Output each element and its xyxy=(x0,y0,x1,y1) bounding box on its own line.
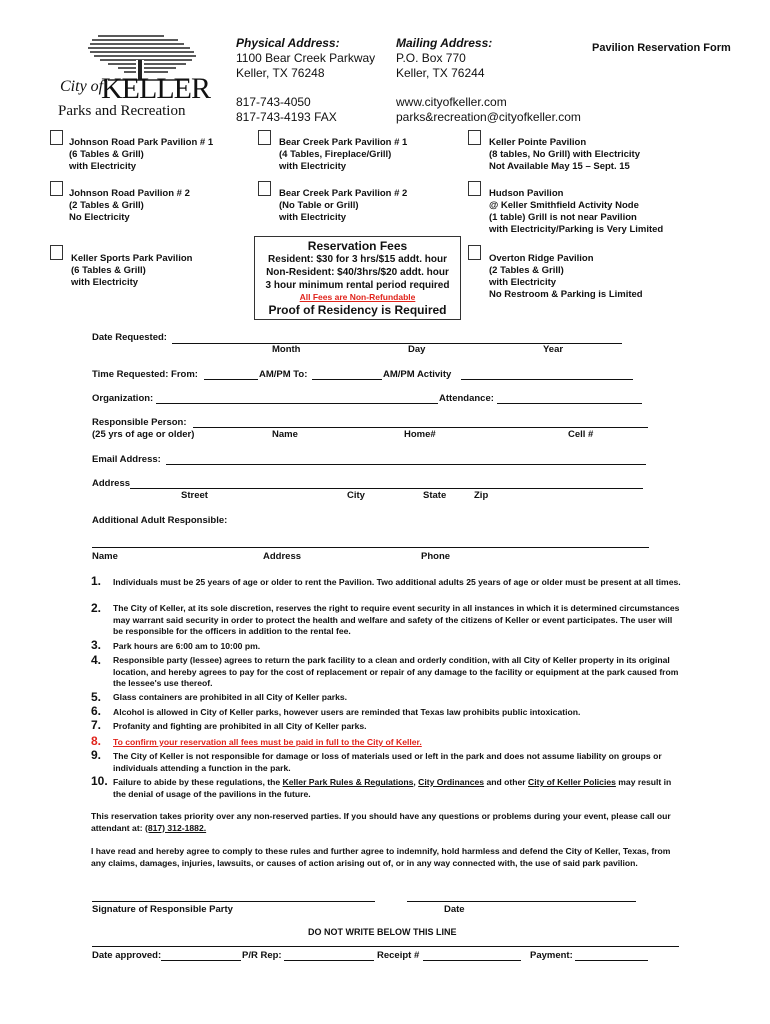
street-label: Street xyxy=(181,490,208,501)
fees-title: Reservation Fees xyxy=(307,239,408,253)
physical-fax: 817-743-4193 FAX xyxy=(236,110,337,124)
name2-label: Name xyxy=(92,551,118,562)
rule-number: 8. xyxy=(91,734,102,748)
signature-date-label: Date xyxy=(444,904,465,915)
link-city-ordinances[interactable]: City Ordinances xyxy=(418,777,485,787)
pr-rep-label: P/R Rep: xyxy=(242,950,282,961)
office-divider xyxy=(92,946,679,947)
pavilion-name: Hudson Pavilion xyxy=(489,188,564,199)
rule-number: 3. xyxy=(91,638,102,652)
pavilion-hudson xyxy=(489,188,663,236)
activity-field[interactable] xyxy=(461,379,633,380)
mailing-web[interactable]: www.cityofkeller.com xyxy=(396,95,507,109)
pavilion-name: Johnson Road Pavilion # 2 xyxy=(69,188,190,199)
rule-number: 4. xyxy=(91,653,102,667)
additional-adult-label: Additional Adult Responsible: xyxy=(92,515,228,526)
checkbox-overton-ridge[interactable] xyxy=(468,245,481,260)
time-from-field[interactable] xyxy=(204,379,258,380)
rule-number: 7. xyxy=(91,718,102,732)
year-label: Year xyxy=(543,344,564,355)
address-field[interactable] xyxy=(130,488,643,489)
rule-text: Park hours are 6:00 am to 10:00 pm. xyxy=(113,641,261,651)
time-to-field[interactable] xyxy=(312,379,382,380)
city-label: City xyxy=(347,490,365,501)
pavilion-detail: (6 Tables & Grill) xyxy=(71,265,146,276)
checkbox-johnson-road-2[interactable] xyxy=(50,181,63,196)
zip-label: Zip xyxy=(474,490,489,501)
pavilion-name: Bear Creek Park Pavilion # 1 xyxy=(279,137,408,148)
form-title: Pavilion Reservation Form xyxy=(592,42,731,54)
priority-text: This reservation takes priority over any non-reserved parties. If you should have any questions or problems during your event, please call our attendant at: xyxy=(91,811,671,833)
payment-label: Payment: xyxy=(530,950,573,961)
rule-number: 10. xyxy=(91,774,108,788)
rule-number: 6. xyxy=(91,704,102,718)
rule-text xyxy=(113,777,681,800)
do-not-write-notice: DO NOT WRITE BELOW THIS LINE xyxy=(308,927,457,937)
activity-label: AM/PM Activity xyxy=(383,369,452,380)
pr-rep-field[interactable] xyxy=(284,960,374,961)
logo-keller: KELLER xyxy=(101,72,210,105)
day-label: Day xyxy=(408,344,426,355)
additional-adult-field[interactable] xyxy=(92,547,649,548)
date-approved-field[interactable] xyxy=(161,960,241,961)
checkbox-bear-creek-2[interactable] xyxy=(258,181,271,196)
rule-number: 2. xyxy=(91,601,102,615)
pavilion-detail: with Electricity/Parking is Very Limited xyxy=(489,224,664,235)
fees-nonresident: Non-Resident: $40/3hrs/$20 addt. hour xyxy=(266,267,449,278)
pavilion-keller-pointe xyxy=(489,137,640,173)
pavilion-johnson-road-1 xyxy=(69,137,213,173)
rule-10-post: may result in the denial of usage of the pavilions in the future. xyxy=(113,777,672,799)
rule-number: 9. xyxy=(91,748,102,762)
pavilion-detail: (8 tables, No Grill) with Electricity xyxy=(489,149,640,160)
rule-text: Alcohol is allowed in City of Keller parks, however users are reminded that Texas law prohibits public intoxication. xyxy=(113,707,581,717)
rule-text: The City of Keller, at its sole discretion, reserves the right to require event security in all instances in which it is determined circumstances may warrant said security in order to protect the health and welfare and safety of the citizens of Keller or event participates. The user will be responsible for the officers in addition to the rental fee. xyxy=(113,603,680,636)
signature-field[interactable] xyxy=(92,901,375,902)
pavilion-name: Keller Pointe Pavilion xyxy=(489,137,587,148)
responsible-field[interactable] xyxy=(193,427,648,428)
mailing-email[interactable]: parks&recreation@cityofkeller.com xyxy=(396,110,581,124)
mailing-line2: Keller, TX 76244 xyxy=(396,66,485,80)
checkbox-johnson-road-1[interactable] xyxy=(50,130,63,145)
receipt-field[interactable] xyxy=(423,960,521,961)
checkbox-bear-creek-1[interactable] xyxy=(258,130,271,145)
home-label: Home# xyxy=(404,429,436,440)
phone2-label: Phone xyxy=(421,551,451,562)
pavilion-detail: with Electricity xyxy=(489,277,557,288)
rule-text: Profanity and fighting are prohibited in all City of Keller parks. xyxy=(113,721,367,731)
rule-text: Glass containers are prohibited in all City of Keller parks. xyxy=(113,692,348,702)
pavilion-name: Keller Sports Park Pavilion xyxy=(71,253,193,264)
rule-10-mid2: and other xyxy=(484,777,529,787)
mailing-address xyxy=(396,36,581,125)
fees-box xyxy=(254,236,461,320)
rule-number: 1. xyxy=(91,574,102,588)
physical-line1: 1100 Bear Creek Parkway xyxy=(236,51,376,65)
pavilion-bear-creek-1 xyxy=(279,137,407,173)
physical-line2: Keller, TX 76248 xyxy=(236,66,325,80)
logo-parks: Parks and Recreation xyxy=(58,103,186,119)
date-signature-field[interactable] xyxy=(407,901,636,902)
pavilion-detail: @ Keller Smithfield Activity Node xyxy=(489,200,639,211)
pavilion-detail: (6 Tables & Grill) xyxy=(69,149,144,160)
physical-phone: 817-743-4050 xyxy=(236,95,311,109)
pavilion-overton-ridge xyxy=(489,253,643,301)
logo-city-of: City of xyxy=(60,78,104,95)
attendance-field[interactable] xyxy=(497,403,642,404)
pavilion-name: Johnson Road Park Pavilion # 1 xyxy=(69,137,214,148)
address-label: Address xyxy=(92,478,131,489)
fees-minimum: 3 hour minimum rental period required xyxy=(265,280,450,291)
pavilion-detail: with Electricity xyxy=(69,161,137,172)
attendant-phone[interactable]: (817) 312-1882. xyxy=(144,822,207,833)
agreement-text: I have read and hereby agree to comply to these rules and further agree to indemnify, hold harmless and defend the City of Keller, Texas, from any claims, damages, injuries, lawsuits, or causes of action arising out of, or in any way connected with, the use of said park pavilion. xyxy=(91,846,671,868)
email-label: Email Address: xyxy=(92,454,161,465)
pavilion-detail: (1 table) Grill is not near Pavilion xyxy=(489,212,637,223)
organization-field[interactable] xyxy=(156,403,438,404)
pavilion-detail: (No Table or Grill) xyxy=(279,200,359,211)
rule-10-mid1: , xyxy=(413,777,419,787)
name-label: Name xyxy=(272,429,298,440)
cell-label: Cell # xyxy=(568,429,594,440)
pavilion-detail: (4 Tables, Fireplace/Grill) xyxy=(279,149,392,160)
city-logo xyxy=(58,30,208,120)
rule-number: 5. xyxy=(91,690,102,704)
pavilion-detail: (2 Tables & Grill) xyxy=(489,265,564,276)
pavilion-detail: with Electricity xyxy=(71,277,139,288)
pavilion-name: Bear Creek Park Pavilion # 2 xyxy=(279,188,408,199)
attendance-label: Attendance: xyxy=(439,393,494,404)
pavilion-name: Overton Ridge Pavilion xyxy=(489,253,594,264)
mailing-line1: P.O. Box 770 xyxy=(396,51,466,65)
checkbox-keller-sports[interactable] xyxy=(50,245,63,260)
date-approved-label: Date approved: xyxy=(92,950,162,961)
email-field[interactable] xyxy=(166,464,646,465)
rule-text-fees-notice: To confirm your reservation all fees must be paid in full to the City of Keller. xyxy=(113,737,422,747)
address2-label: Address xyxy=(263,551,302,562)
link-city-policies[interactable]: City of Keller Policies xyxy=(528,777,616,787)
receipt-label: Receipt # xyxy=(377,950,420,961)
pavilion-detail: with Electricity xyxy=(279,212,347,223)
physical-heading: Physical Address: xyxy=(236,36,340,50)
priority-notice xyxy=(91,811,681,834)
age-label: (25 yrs of age or older) xyxy=(92,429,195,440)
mailing-heading: Mailing Address: xyxy=(396,36,493,50)
rule-text: Individuals must be 25 years of age or older to rent the Pavilion. Two additional adults 25 years of age or older must be present at all times. xyxy=(113,577,681,587)
fees-resident: Resident: $30 for 3 hrs/$15 addt. hour xyxy=(268,254,447,265)
date-requested-label: Date Requested: xyxy=(92,332,167,343)
fees-proof: Proof of Residency is Required xyxy=(268,303,447,317)
rule-text: Responsible party (lessee) agrees to return the park facility to a clean and orderly condition, with all City of Keller property in its original location, and hereby agrees to pay for the cost of replacement or repair of any damage to the facility or equipment at the park caused from the lessee's use thereof. xyxy=(113,655,679,688)
pavilion-detail: No Restroom & Parking is Limited xyxy=(489,289,643,300)
pavilion-johnson-road-2 xyxy=(69,188,190,224)
pavilion-keller-sports xyxy=(71,253,192,289)
rule-text: The City of Keller is not responsible for damage or loss of materials used or left in the park and does not assume liability on groups or individuals attending a function in the park. xyxy=(113,751,662,773)
payment-field[interactable] xyxy=(575,960,648,961)
checkbox-keller-pointe[interactable] xyxy=(468,130,481,145)
pavilion-detail: No Electricity xyxy=(69,212,130,223)
fees-nonrefundable: All Fees are Non-Refundable xyxy=(299,292,416,302)
checkbox-hudson[interactable] xyxy=(468,181,481,196)
organization-label: Organization: xyxy=(92,393,154,404)
pavilion-detail: (2 Tables & Grill) xyxy=(69,200,144,211)
rule-10-pre: Failure to abide by these regulations, the xyxy=(113,777,283,787)
pavilion-bear-creek-2 xyxy=(279,188,407,224)
time-from-label: Time Requested: From: xyxy=(92,369,198,380)
pavilion-detail: with Electricity xyxy=(279,161,347,172)
link-park-rules[interactable]: Keller Park Rules & Regulations xyxy=(282,777,414,787)
responsible-label: Responsible Person: xyxy=(92,417,187,428)
month-label: Month xyxy=(272,344,301,355)
signature-label: Signature of Responsible Party xyxy=(92,904,233,915)
state-label: State xyxy=(423,490,447,501)
physical-address xyxy=(236,36,375,125)
pavilion-detail: Not Available May 15 – Sept. 15 xyxy=(489,161,630,172)
ampm-to-label: AM/PM To: xyxy=(259,369,308,380)
